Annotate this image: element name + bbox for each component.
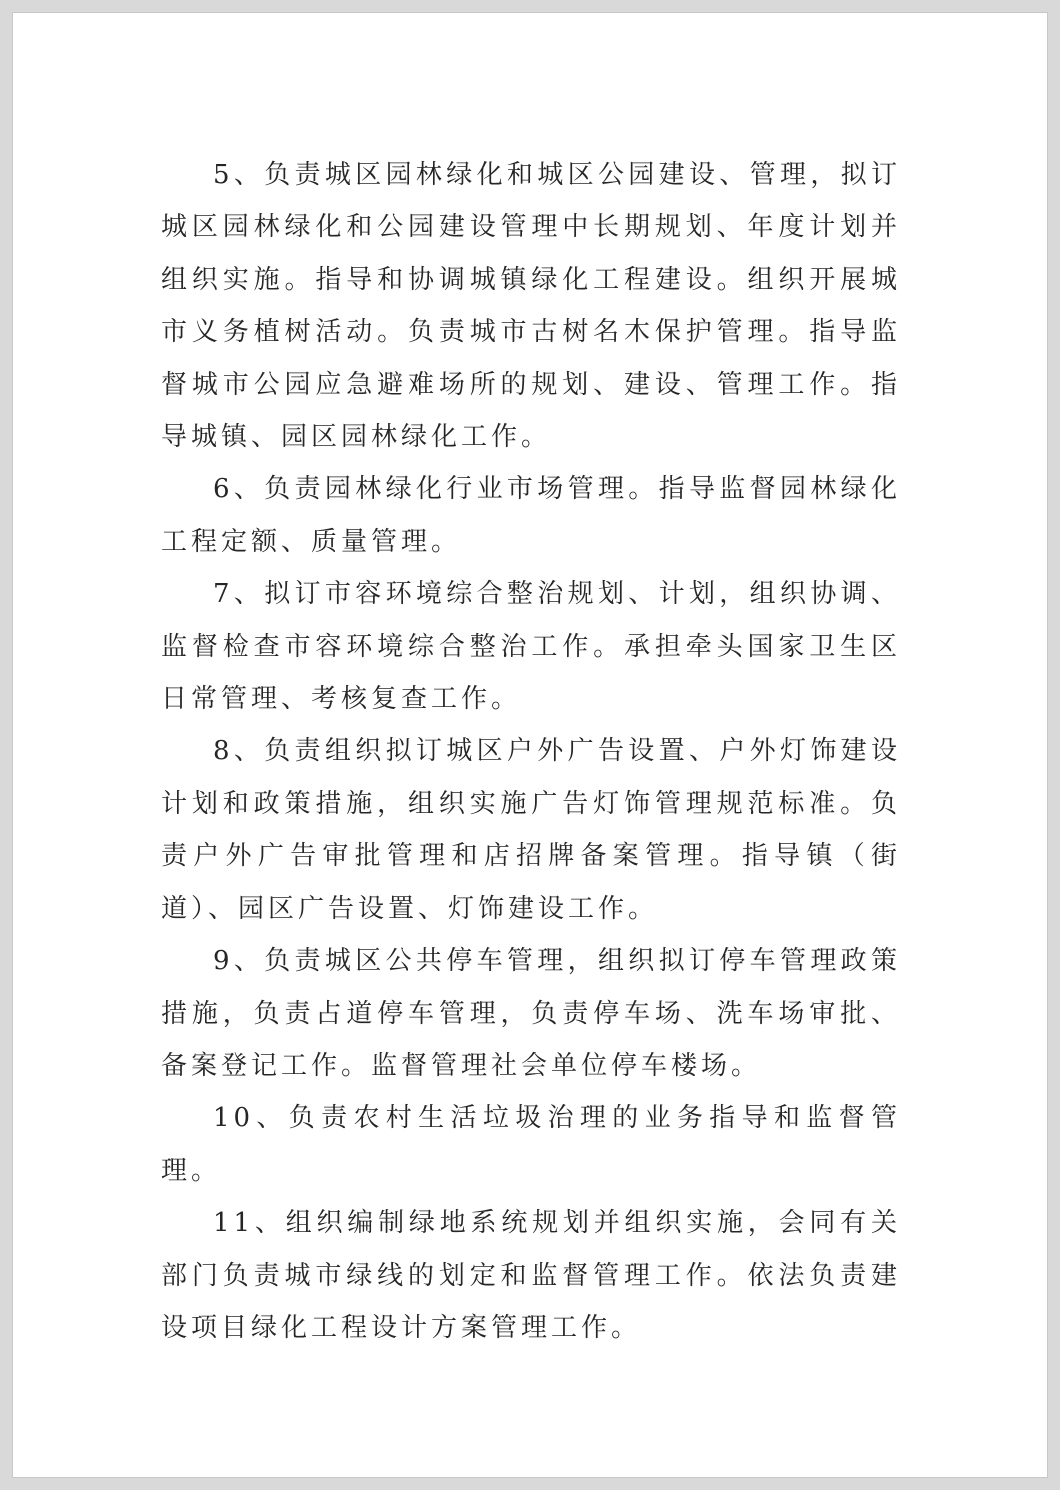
document-page [12,12,1048,1478]
paragraph-item-9: 9、负责城区公共停车管理，组织拟订停车管理政策措施，负责占道停车管理，负责停车场、洗车场审批、备案登记工作。监督管理社会单位停车楼场。 [161,946,901,1081]
paragraph-item-5: 5、负责城区园林绿化和城区公园建设、管理，拟订城区园林绿化和公园建设管理中长期规划、年度计划并组织实施。指导和协调城镇绿化工程建设。组织开展城市义务植树活动。负责城市古树名木保护管理。指导监督城市公园应急避难场所的规划、建设、管理工作。指导城镇、园区园林绿化工作。 [161,160,901,453]
paragraph-item-6: 6、负责园林绿化行业市场管理。指导监督园林绿化工程定额、质量管理。 [161,474,901,557]
paragraph-item-10: 10、负责农村生活垃圾治理的业务指导和监督管理。 [161,1103,901,1186]
paragraph-item-7: 7、拟订市容环境综合整治规划、计划，组织协调、监督检查市容环境综合整治工作。承担牵头国家卫生区日常管理、考核复查工作。 [161,579,901,715]
paragraph-item-11: 11、组织编制绿地系统规划并组织实施，会同有关部门负责城市绿线的划定和监督管理工作。依法负责建设项目绿化工程设计方案管理工作。 [161,1208,901,1343]
paragraph-item-8: 8、负责组织拟订城区户外广告设置、户外灯饰建设计划和政策措施，组织实施广告灯饰管理规范标准。负责户外广告审批管理和店招牌备案管理。指导镇（街道）、园区广告设置、灯饰建设工作。 [161,736,901,924]
document-body [161,149,901,1354]
